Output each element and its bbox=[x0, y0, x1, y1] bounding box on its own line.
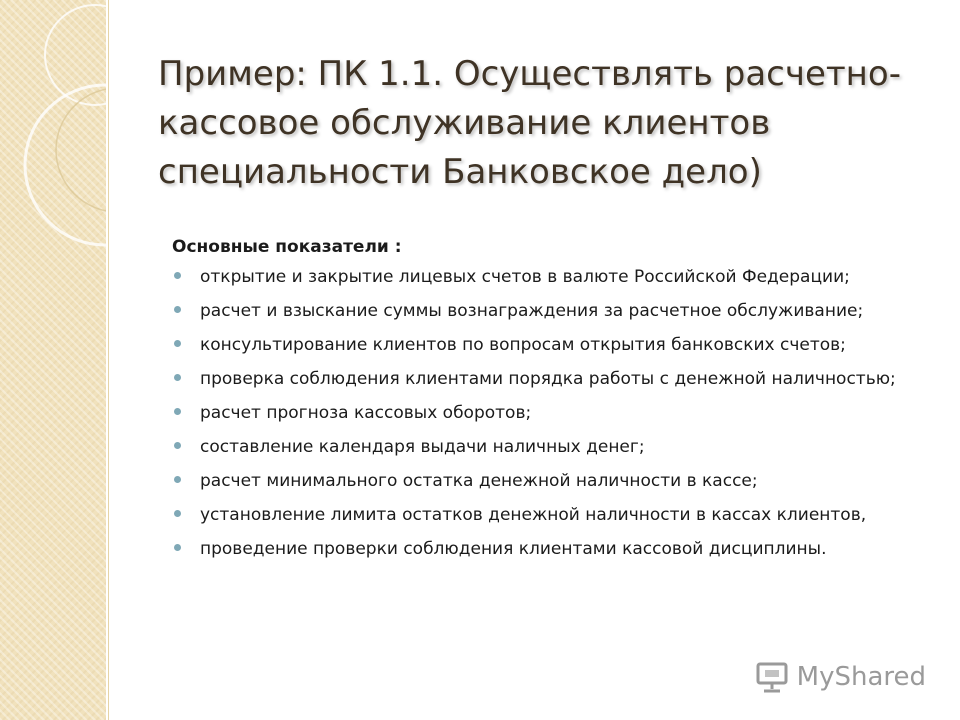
bullet-dot-icon bbox=[174, 476, 181, 483]
decorative-circles-icon bbox=[0, 0, 106, 720]
list-item-text: установление лимита остатков денежной наличности в кассах клиентов, bbox=[200, 505, 867, 525]
list-item-text: проверка соблюдения клиентами порядка работы с денежной наличностью; bbox=[200, 369, 896, 389]
list-item-text: составление календаря выдачи наличных денег; bbox=[200, 437, 645, 457]
list-item bbox=[172, 335, 912, 355]
bullet-dot-icon bbox=[174, 374, 181, 381]
list-item-text: расчет и взыскание суммы вознаграждения за расчетное обслуживание; bbox=[200, 301, 864, 321]
list-item bbox=[172, 369, 912, 389]
watermark-text: MyShared bbox=[796, 662, 926, 692]
presentation-board-icon bbox=[755, 660, 789, 694]
list-item bbox=[172, 301, 912, 321]
bullet-list bbox=[172, 267, 912, 559]
bullet-dot-icon bbox=[174, 272, 181, 279]
list-item-text: расчет прогноза кассовых оборотов; bbox=[200, 403, 532, 423]
watermark bbox=[755, 660, 926, 694]
list-item bbox=[172, 403, 912, 423]
list-item bbox=[172, 471, 912, 491]
bullet-dot-icon bbox=[174, 306, 181, 313]
bullet-dot-icon bbox=[174, 340, 181, 347]
slide-title: Пример: ПК 1.1. Осуществлять расчетно-кассовое обслуживание клиентов специальности Банковское дело) bbox=[158, 54, 901, 192]
list-item-text: открытие и закрытие лицевых счетов в валюте Российской Федерации; bbox=[200, 267, 850, 287]
list-item-text: консультирование клиентов по вопросам открытия банковских счетов; bbox=[200, 335, 846, 355]
bullet-dot-icon bbox=[174, 408, 181, 415]
decorative-side-band bbox=[0, 0, 106, 720]
list-item-text: расчет минимального остатка денежной наличности в кассе; bbox=[200, 471, 758, 491]
list-item bbox=[172, 505, 912, 525]
list-item bbox=[172, 539, 912, 559]
list-item bbox=[172, 437, 912, 457]
bullet-dot-icon bbox=[174, 442, 181, 449]
bullet-dot-icon bbox=[174, 510, 181, 517]
band-divider-line bbox=[108, 0, 109, 720]
list-item bbox=[172, 267, 912, 287]
list-item-text: проведение проверки соблюдения клиентами кассовой дисциплины. bbox=[200, 539, 827, 559]
slide-content bbox=[172, 236, 912, 573]
bullet-dot-icon bbox=[174, 544, 181, 551]
slide-subtitle: Основные показатели : bbox=[172, 237, 402, 257]
